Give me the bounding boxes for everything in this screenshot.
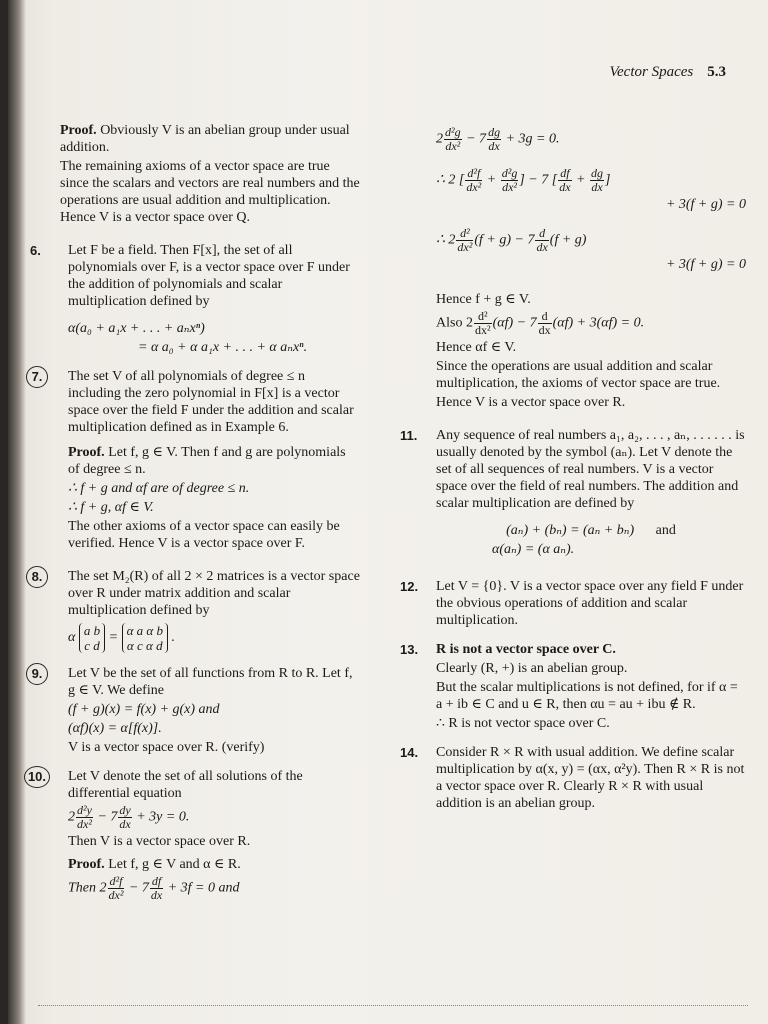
page-bottom-edge: [38, 1005, 748, 1006]
numerator: dg: [590, 166, 603, 180]
numerator: df: [151, 874, 162, 888]
proof-equation: [68, 875, 360, 902]
numerator: d²y: [77, 803, 92, 817]
eq-part: − 7: [462, 131, 487, 147]
eq-part: 2: [68, 809, 75, 825]
eq-part: +: [483, 172, 500, 188]
proof-label: Proof.: [68, 857, 105, 872]
numerator: d²: [474, 310, 492, 324]
fraction: [465, 167, 482, 194]
example-number: 12.: [400, 579, 419, 594]
numerator: d²: [456, 227, 473, 241]
conclusion-line: Hence αf ∈ V.: [436, 340, 517, 355]
example-text: ∴ R is not vector space over C.: [436, 716, 610, 731]
fraction: [456, 227, 473, 254]
eq-part: (αf) − 7: [492, 315, 537, 331]
eq-part: (αf) + 3(αf) = 0.: [552, 315, 645, 331]
example-11: [400, 427, 746, 558]
denominator: dx²: [502, 180, 518, 194]
numerator: dy: [119, 803, 131, 817]
eq-part: − 7: [125, 880, 149, 896]
denominator: dx: [559, 180, 571, 194]
denominator: dx²: [77, 817, 92, 831]
eq-part: (f + g) − 7: [474, 232, 535, 248]
definition-line: (f + g)(x) = f(x) + g(x) and: [68, 702, 220, 717]
example-14: [400, 744, 746, 812]
eq-part: (aₙ) + (bₙ) = (aₙ + bₙ): [506, 523, 635, 538]
numerator: dg: [488, 125, 501, 139]
example-text: Let V denote the set of all solutions of the differential equation: [68, 769, 303, 801]
example-text: Then V is a vector space over R.: [68, 834, 251, 849]
example-number: 7.: [26, 366, 48, 388]
alpha-symbol: α: [68, 630, 76, 646]
example-number: 14.: [400, 745, 419, 760]
matrix-equation: α a b c d = α a α b α c α d .: [68, 623, 175, 653]
proof-label: Proof.: [68, 445, 105, 460]
eq-part: − 7: [93, 809, 118, 825]
example-number: 8.: [26, 566, 48, 588]
fraction: [474, 310, 492, 337]
matrix-right: [122, 623, 168, 653]
equation-line: = α a₀ + α a₁x + . . . + α aₙxⁿ.: [138, 340, 308, 355]
numerator: d²f: [467, 166, 481, 180]
running-header: [610, 64, 726, 81]
left-column: [27, 122, 360, 914]
matrix-row: a b: [83, 623, 101, 638]
example-text: But the scalar multiplications is not defined, for if α = a + ib ∈ C and u ∈ R, then αu = au + ibu ∉ R.: [436, 680, 738, 712]
eq-part: ]: [604, 172, 611, 188]
example-9: [31, 665, 360, 756]
conclusion-text: Since the operations are usual addition and scalar multiplication, the axioms of vector space are true.: [436, 359, 721, 391]
eq-part: + 3y = 0.: [132, 809, 190, 825]
equation-line: α(a₀ + a₁x + . . . + aₙxⁿ): [68, 321, 205, 336]
example-text: Let V be the set of all functions from R to R. Let f, g ∈ V. We define: [68, 666, 353, 698]
numerator: df: [560, 166, 570, 180]
example-7: [31, 368, 360, 552]
differential-equation: [68, 804, 360, 831]
eq-part: and: [655, 523, 676, 538]
denominator: dx: [119, 817, 131, 831]
definition-line: [436, 522, 746, 539]
eq-part: ∴ 2 [: [436, 172, 465, 188]
fraction: [118, 804, 131, 831]
proof-text-2: The remaining axioms of a vector space are true since the scalars and vectors are real numbers and the operations are usual addition and multiplication. Hence V is a vector space over Q.: [60, 159, 360, 225]
matrix-left: [79, 623, 105, 653]
eq-part: 2: [436, 131, 443, 147]
example-number: 6.: [30, 243, 41, 258]
proof-text: Let f, g ∈ V and α ∈ R.: [104, 857, 241, 872]
fraction: [535, 227, 548, 254]
eq-part: ] − 7 [: [519, 172, 558, 188]
fraction: [150, 875, 163, 902]
page-number: 5.3: [707, 64, 726, 80]
example-number: 10.: [24, 766, 50, 788]
conclusion-line: Hence V is a vector space over R.: [436, 395, 626, 410]
example-text: The set M₂(R) of all 2 × 2 matrices is a vector space over R under matrix addition and scalar multiplication defined by: [68, 569, 360, 618]
example-text: The set V of all polynomials of degree ≤ n including the zero polynomial in F[x] is a vector space over the field F under the addition and scalar multiplication defined as in Example 6.: [68, 369, 354, 435]
example-text: Clearly (R, +) is an abelian group.: [436, 661, 628, 676]
fraction: [487, 126, 501, 153]
equation-sum: [436, 167, 746, 194]
denominator: dx: [536, 240, 548, 254]
example-text: R is not a vector space over C.: [436, 642, 616, 657]
eq-part: +: [572, 172, 589, 188]
equation-continuation: + 3(f + g) = 0: [665, 197, 746, 212]
denominator: dx²: [445, 139, 461, 153]
proof-text: Let f, g ∈ V. Then f and g are polynomials of degree ≤ n.: [68, 445, 346, 477]
example-text: Consider R × R with usual addition. We define scalar multiplication by α(x, y) = (αx, α²y). Then R × R is not a vector space over R. Clearly R × R with usual addition is an abelian group.: [436, 745, 745, 811]
equation-continuation: + 3(f + g) = 0: [665, 257, 746, 272]
numerator: d²f: [109, 874, 123, 888]
matrix-row: c d: [84, 638, 100, 653]
numerator: d²g: [501, 166, 518, 180]
eq-part: + 3g = 0.: [502, 131, 560, 147]
fraction: [108, 875, 125, 902]
proof-text: Obviously V is an abelian group under usual addition.: [60, 123, 350, 155]
example-number: 9.: [26, 663, 48, 685]
numerator: d: [535, 227, 548, 241]
definition-line: α(aₙ) = (α aₙ).: [492, 542, 575, 557]
matrix-row: α c α d: [126, 638, 163, 653]
denominator: dx²: [474, 323, 491, 337]
example-8: [31, 568, 360, 653]
book-spine: [8, 0, 26, 1024]
denominator: dx: [538, 323, 551, 337]
eq-part: Then 2: [68, 880, 107, 896]
denominator: dx²: [108, 888, 124, 902]
example-number: 11.: [400, 428, 418, 443]
example-text: Let F be a field. Then F[x], the set of all polynomials over F, is a vector space over F under the addition of polynomials and scalar multiplication defined by: [68, 243, 350, 309]
fraction: [444, 126, 462, 153]
header-title: Vector Spaces: [609, 64, 694, 80]
also-equation: [436, 310, 746, 337]
numerator: d: [538, 310, 552, 324]
proof-block-1: [60, 122, 360, 226]
equation-operator: [436, 227, 746, 254]
proof-line: ∴ f + g, αf ∈ V.: [68, 500, 154, 515]
example-6: [30, 242, 360, 356]
proof-label: Proof.: [60, 123, 97, 138]
proof-line: ∴ f + g and αf are of degree ≤ n.: [68, 481, 250, 496]
eq-part: + 3f = 0 and: [164, 880, 240, 896]
example-number: 13.: [400, 642, 419, 657]
eq-part: Also 2: [436, 315, 473, 331]
definition-line: (αf)(x) = α[f(x)].: [68, 721, 162, 736]
fraction: [76, 804, 93, 831]
denominator: dx²: [457, 240, 473, 254]
fraction: [538, 310, 552, 337]
numerator: d²g: [445, 125, 461, 139]
definition-line: V is a vector space over R. (verify): [68, 740, 265, 755]
example-10: [27, 768, 360, 902]
equation-g: [436, 126, 746, 153]
right-column: [400, 125, 746, 824]
denominator: dx: [150, 888, 163, 902]
proof-line: The other axioms of a vector space can easily be verified. Hence V is a vector space over F.: [68, 519, 340, 551]
conclusion-line: Hence f + g ∈ V.: [436, 292, 531, 307]
matrix-row: α a α b: [126, 623, 163, 638]
denominator: dx: [488, 139, 500, 153]
eq-part: (f + g): [549, 232, 587, 248]
denominator: dx: [591, 180, 603, 194]
example-13: [400, 641, 746, 732]
fraction: [590, 167, 604, 194]
example-12: [400, 578, 746, 629]
eq-part: ∴ 2: [436, 232, 456, 248]
example-text: Any sequence of real numbers a₁, a₂, . . . , aₙ, . . . . . . is usually denoted by the symbol (aₙ). Let V denote the set of all sequences of real numbers. V is a vector space over the field of real numbers. The addition and scalar multiplication are defined by: [436, 428, 745, 511]
fraction: [558, 167, 571, 194]
fraction: [501, 167, 519, 194]
denominator: dx²: [466, 180, 482, 194]
book-page: [8, 0, 768, 1024]
example-text: Let V = {0}. V is a vector space over any field F under the obvious operations of addition and scalar multiplication.: [436, 579, 744, 628]
